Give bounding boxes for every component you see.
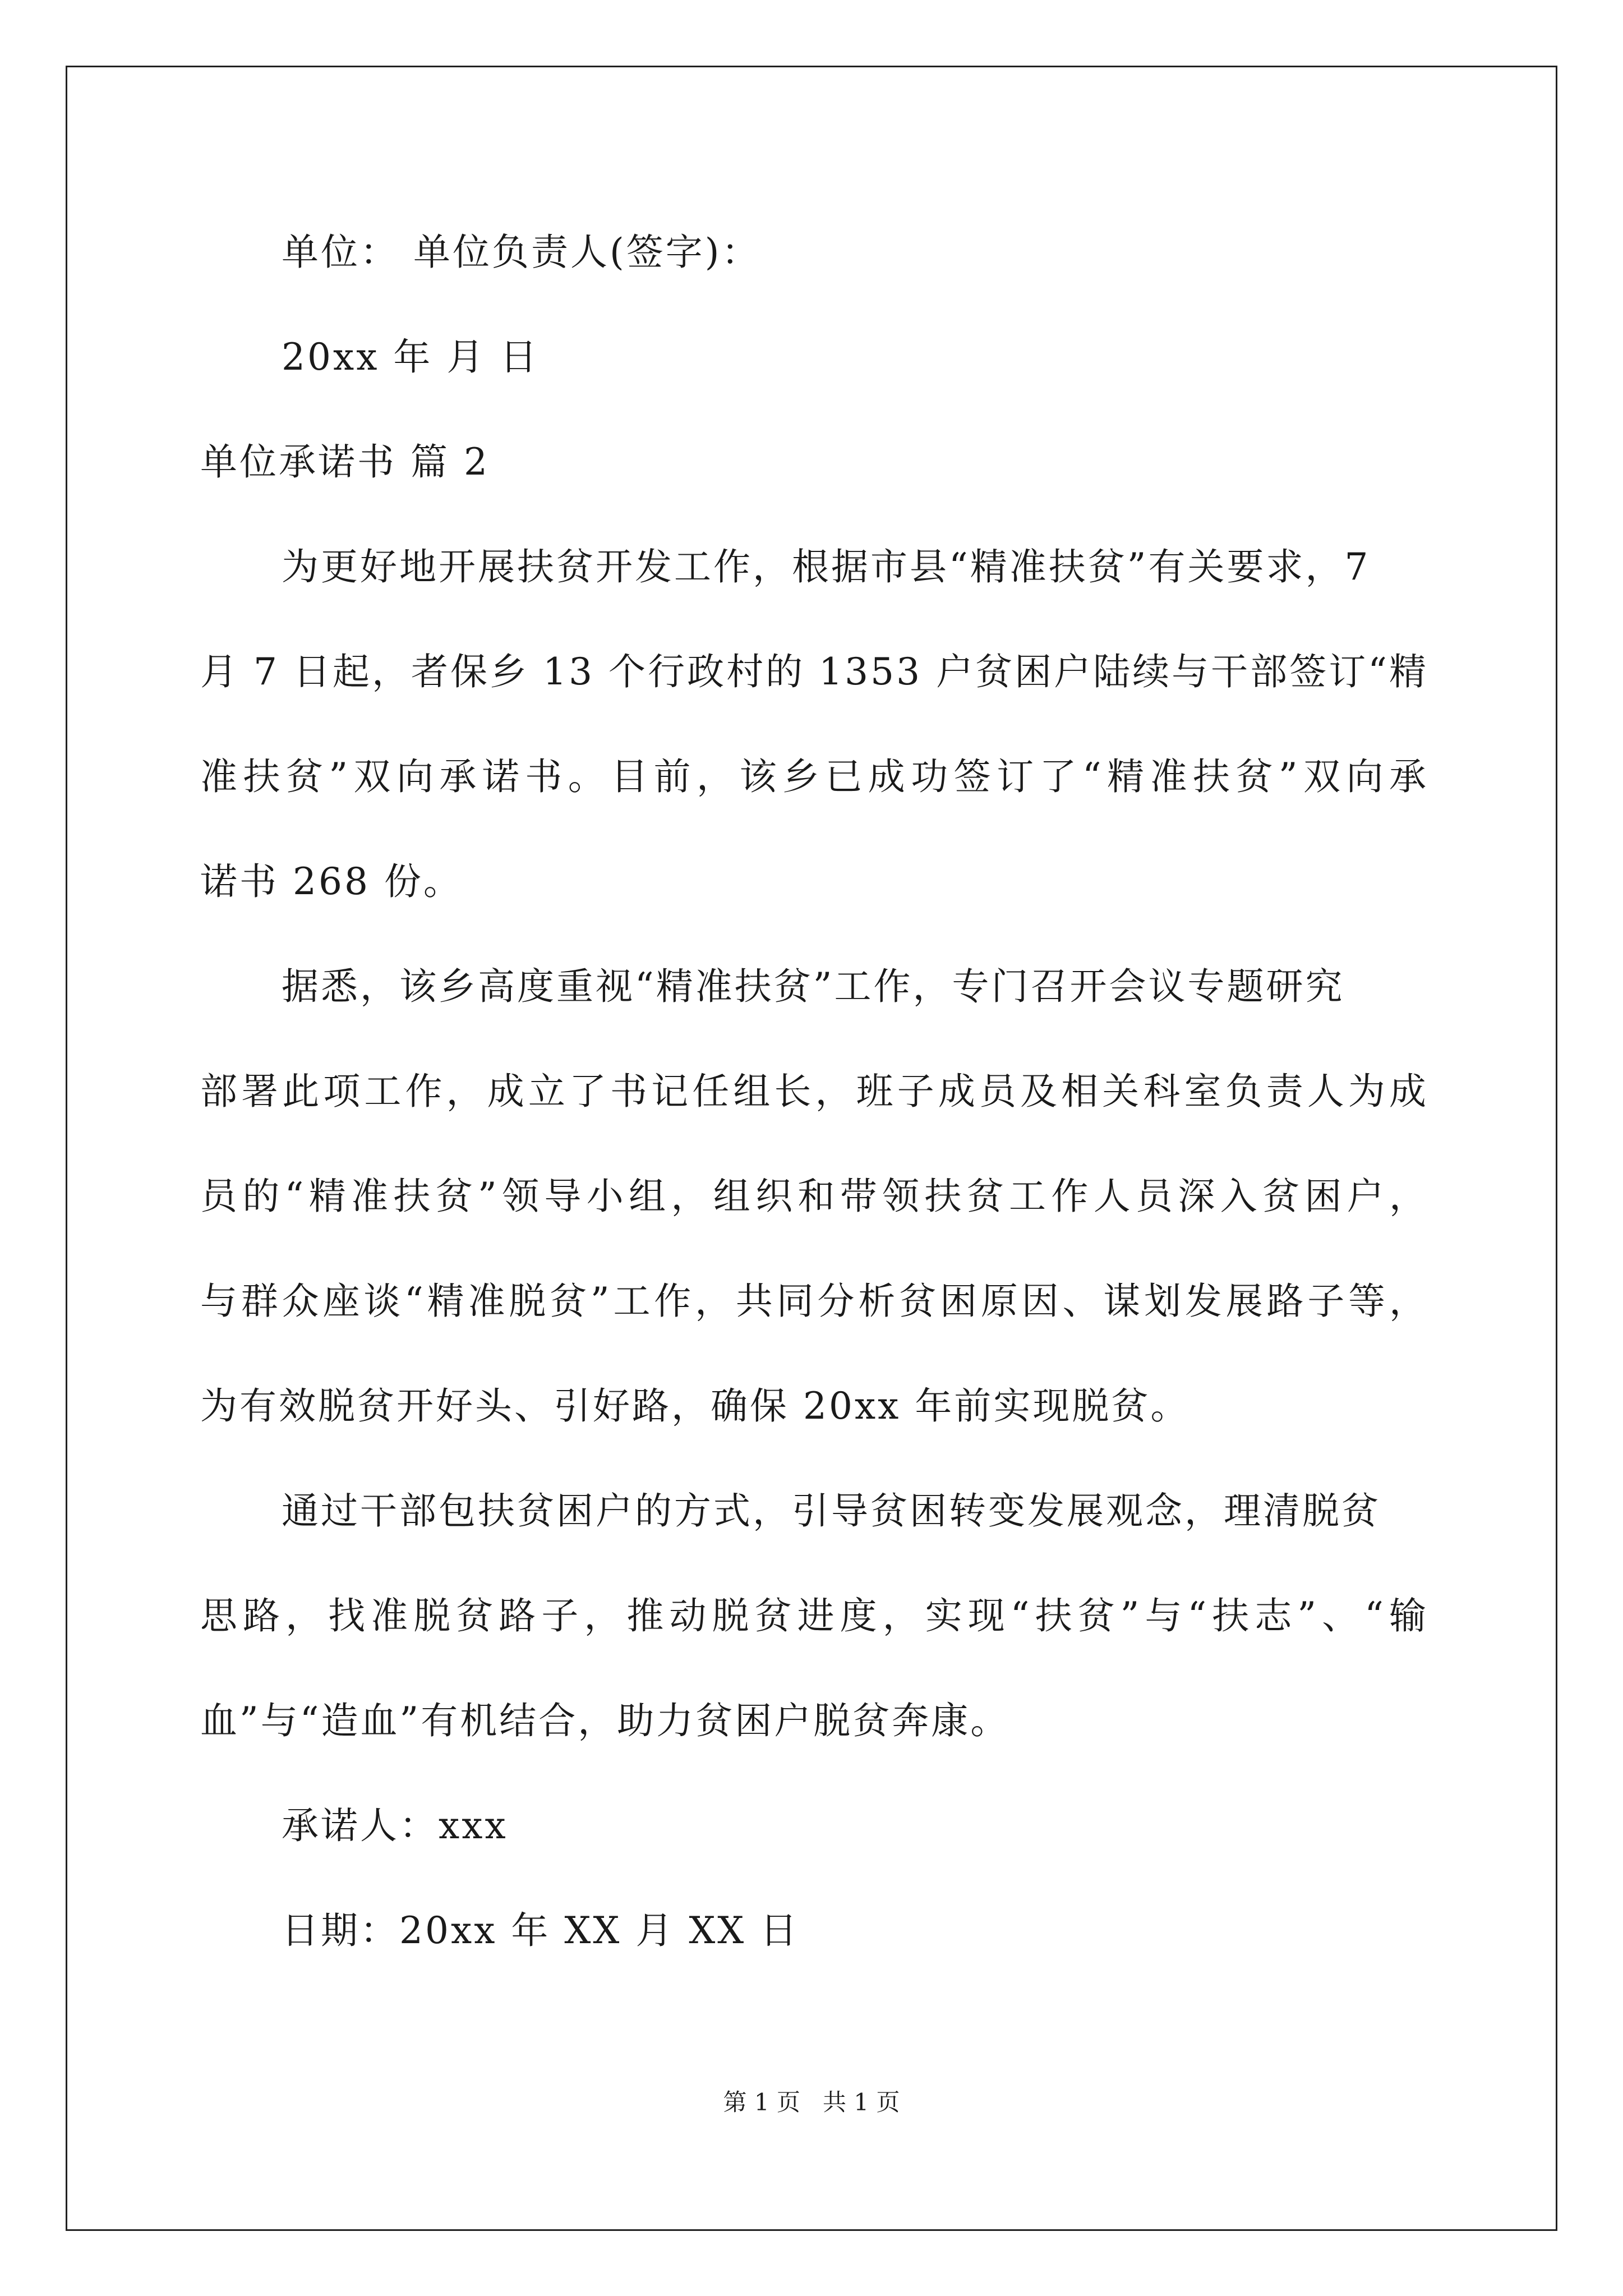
signature-date-line: 20xx 年 月 日 [282,335,540,379]
paragraph-line: 员的“精准扶贫”领导小组，组织和带领扶贫工作人员深入贫困户， [200,1175,1428,1218]
paragraph-line: 血”与“造血”有机结合，助力贫困户脱贫奔康。 [200,1699,1010,1742]
paragraph-line: 思路，找准脱贫路子，推动脱贫进度，实现“扶贫”与“扶志”、“输 [200,1594,1428,1637]
section-heading: 单位承诺书 篇 2 [200,440,490,484]
paragraph-line: 部署此项工作，成立了书记任组长，班子成员及相关科室负责人为成 [200,1070,1428,1113]
paragraph-line: 为有效脱贫开好头、引好路，确保 20xx 年前实现脱贫。 [200,1384,1190,1428]
signature-unit-line: 单位： 单位负责人(签字)： [282,231,761,274]
paragraph-line: 与群众座谈“精准脱贫”工作，共同分析贫困原因、谋划发展路子等， [200,1280,1428,1323]
date-line: 日期：20xx 年 XX 月 XX 日 [282,1909,800,1952]
page-number-footer: 第 1 页 共 1 页 [723,2088,900,2116]
paragraph-line: 为更好地开展扶贫开发工作，根据市县“精准扶贫”有关要求，7 [282,545,1371,588]
paragraph-line: 诺书 268 份。 [200,860,463,903]
paragraph-line: 月 7 日起，者保乡 13 个行政村的 1353 户贫困户陆续与干部签订“精 [200,650,1428,693]
paragraph-line: 据悉，该乡高度重视“精准扶贫”工作，专门召开会议专题研究 [282,965,1345,1008]
paragraph-line: 通过干部包扶贫困户的方式，引导贫困转变发展观念，理清脱贫 [282,1489,1381,1533]
promisor-line: 承诺人：xxx [282,1804,508,1847]
paragraph-line: 准扶贫”双向承诺书。目前，该乡已成功签订了“精准扶贫”双向承 [200,755,1428,798]
